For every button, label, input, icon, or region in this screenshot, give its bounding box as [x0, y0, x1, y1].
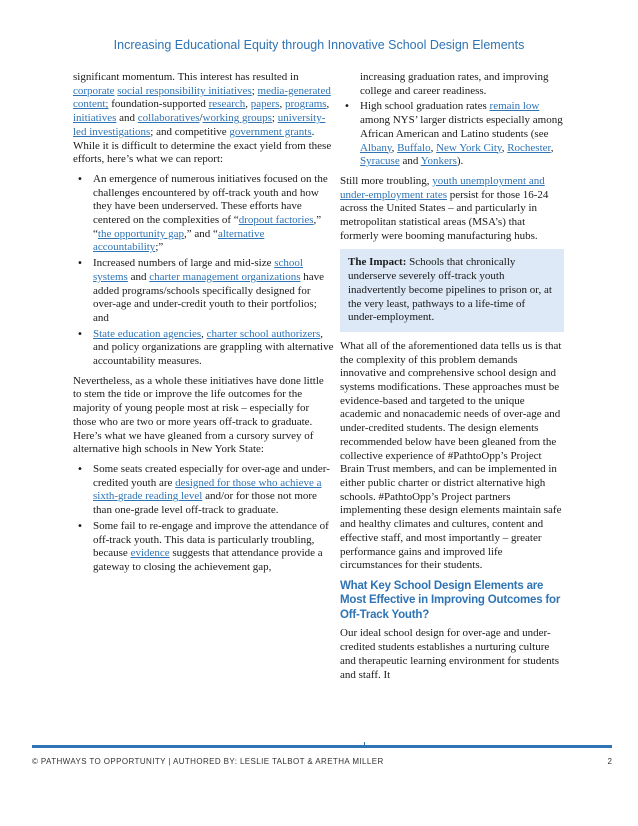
text-run: , [326, 98, 330, 111]
callout-text: Schools that chronically underserve severely off-track youth inadvertently become pipelines to prison or, at the very least, pathways to a life-time of under-employment. [348, 256, 552, 324]
text-run: ,” “ [93, 214, 322, 240]
text-run: , [430, 141, 437, 154]
text-run: and [399, 155, 421, 168]
link-school-systems[interactable]: school systems [93, 257, 303, 283]
text-run: / [199, 112, 203, 125]
troubling-paragraph [340, 175, 564, 244]
ideal-design-paragraph: Our ideal school design for over-age and under-credited students establishes a nurturing culture and therapeutic learning environment for students and staff. It [340, 627, 560, 681]
link-research[interactable]: research [208, 98, 246, 111]
text-run: An emergence of numerous initiatives focused on the challenges encountered by off-track youth and how they have been underserved. These efforts have centered on the complexities of “ [93, 172, 328, 227]
list-item-continued: increasing graduation rates, and improving college and career readiness. [360, 71, 549, 97]
text-run: Some fail to re-engage and improve the attendance of off-track youth. This data is particularly troubling, because [93, 519, 329, 560]
link-charter-authorizers[interactable]: charter school authorizers [206, 327, 321, 340]
link-buffalo[interactable]: Buffalo [397, 141, 431, 154]
intro-paragraph [73, 71, 335, 167]
text-run: among NYS’ larger districts especially among African American and Latino students (see [360, 114, 563, 140]
link-collaboratives[interactable]: collaboratives [137, 112, 200, 125]
link-remain-low[interactable]: remain low [489, 100, 540, 113]
page-header-title: Increasing Educational Equity through Innovative School Design Elements [113, 38, 525, 52]
link-corporate[interactable]: corporate [73, 84, 115, 97]
text-run: and/or for those not more than one-grade level off-track to graduate. [93, 490, 317, 517]
text-run: Some seats created especially for over-age and under-credited youth are [93, 462, 330, 489]
list-item [73, 463, 335, 518]
link-evidence[interactable]: evidence [130, 547, 170, 560]
text-run: , and policy organizations are grappling with alternative accountability measures. [93, 327, 334, 368]
text-run: , [501, 141, 508, 154]
list-item [73, 328, 335, 369]
link-yonkers[interactable]: Yonkers [420, 155, 457, 168]
text-run: ; and competitive [150, 125, 230, 138]
text-run: ; [271, 112, 278, 125]
link-programs[interactable]: programs [285, 98, 327, 111]
text-run: Increased numbers of large and mid-size [93, 257, 275, 270]
link-initiatives[interactable]: initiatives [73, 112, 117, 125]
text-run: ;” [155, 241, 164, 254]
link-alternative-accountability[interactable]: alternative accountability [93, 227, 265, 254]
section-heading: What Key School Design Elements are Most Effective in Improving Outcomes for Off-Track Youth? [340, 579, 561, 621]
link-rochester[interactable]: Rochester [507, 141, 551, 154]
link-media-content[interactable]: media-generated content; [73, 84, 331, 111]
impact-callout [340, 249, 564, 332]
link-social-responsibility[interactable]: social responsibility initiatives [117, 84, 252, 97]
link-albany[interactable]: Albany [360, 141, 392, 154]
continued-bullet-list [340, 71, 564, 169]
link-sixth-grade-reading[interactable]: designed for those who achieve a sixth-grade reading level [93, 476, 322, 503]
list-item [73, 173, 335, 255]
text-run: and [127, 270, 150, 283]
text-run: suggests that attendance provide a gateway to closing the achievement gap, [93, 547, 323, 573]
text-run: , [391, 141, 398, 154]
text-run: ). [456, 155, 464, 168]
nevertheless-paragraph: Nevertheless, as a whole these initiatives have done little to stem the tide or improve the life outcomes for the majority of young people most at risk – especially for those who are two or more years off-track to graduate. Here’s what we have gleaned from a cursory survey of alternative high schools in New York State: [73, 374, 324, 456]
report-bullet-list [73, 173, 335, 369]
text-run: , [201, 327, 207, 340]
list-item [73, 520, 335, 575]
footer-credits: © PATHWAYS TO OPPORTUNITY | AUTHORED BY: LESLIE TALBOT & ARETHA MILLER [32, 757, 384, 766]
link-state-education-agencies[interactable]: State education agencies [93, 327, 202, 340]
text-run: . While it is difficult to determine the exact yield from these efforts, here’s what we can report: [73, 125, 332, 166]
page-number: 2 [607, 757, 612, 766]
callout-label: The Impact: [348, 256, 407, 269]
text-run: and [116, 112, 138, 125]
link-dropout-factories[interactable]: dropout factories [238, 214, 314, 227]
text-run: Still more troubling, [340, 174, 433, 187]
data-tells-paragraph: What all of the aforementioned data tells us is that the complexity of this problem demands innovative and comprehensive school design and systems modifications. These approaches must be evidence-based and targeted to the unique academic and nonacademic needs of over-age and under-credited students. The design elements recommended below have been gleaned from the collective experience of #PathtoOpp’s Project Brain Trust members, and can be implemented in either public charter or district alternative high schools. #PathtoOpp’s Project partners implementing these design elements maintain safe and healthy climates and cultures, content and effective staff, and most importantly – greater performance gains and improved life circumstances for their students. [340, 339, 562, 572]
text-run: , [550, 141, 554, 154]
link-charter-management[interactable]: charter management organizations [149, 270, 301, 283]
link-new-york-city[interactable]: New York City [436, 141, 502, 154]
text-run: significant momentum. This interest has resulted in [73, 71, 299, 83]
survey-bullet-list [73, 463, 335, 575]
text-run: , [279, 98, 285, 111]
text-run: have added programs/schools specifically designed for over-age and under-credit youth to their portfolios; and [93, 270, 325, 324]
link-syracuse[interactable]: Syracuse [360, 155, 400, 168]
list-item [340, 100, 564, 169]
link-government-grants[interactable]: government grants [229, 125, 312, 138]
link-youth-unemployment[interactable]: youth unemployment and under-employment rates [340, 174, 545, 201]
left-column [73, 71, 335, 581]
link-opportunity-gap[interactable]: the opportunity gap [97, 227, 185, 240]
link-university-investigations[interactable]: university-led investigations [73, 112, 326, 138]
link-working-groups[interactable]: working groups [202, 112, 272, 125]
text-run: , [245, 98, 251, 111]
text-run: persist for those 16-24 across the United States – and particularly in metropolitan statistical areas (MSA’s) that formerly were booming manufacturing hubs. [340, 188, 549, 242]
link-papers[interactable]: papers [250, 98, 280, 111]
text-run: High school graduation rates [360, 100, 490, 113]
footer-rule [32, 745, 612, 748]
text-run: foundation-supported [108, 98, 209, 111]
footer-rule-tick [364, 742, 365, 748]
text-run: ; [251, 84, 258, 97]
list-item [73, 257, 335, 326]
text-run: ,” and “ [184, 227, 218, 240]
right-column [340, 71, 564, 688]
